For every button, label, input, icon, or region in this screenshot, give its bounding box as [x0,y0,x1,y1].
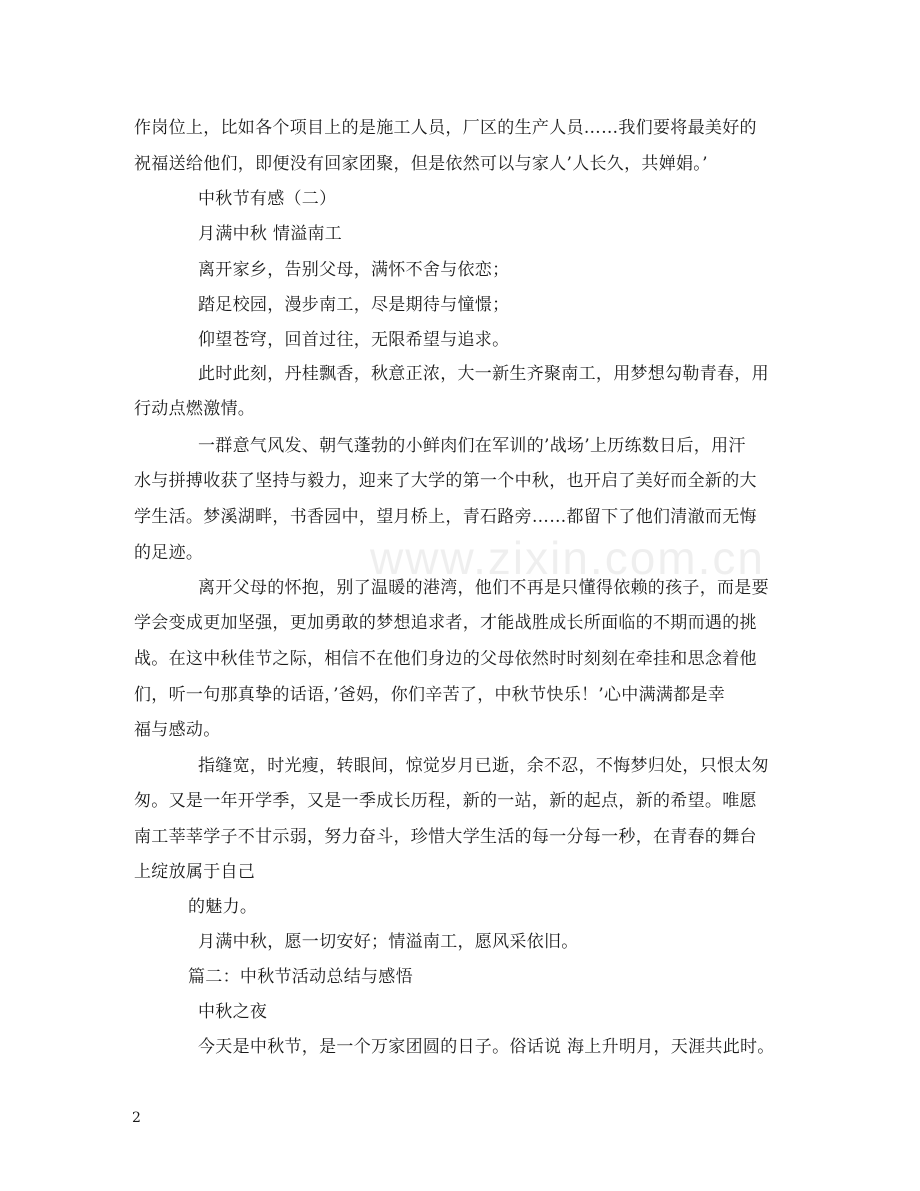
watermark: www.zixin.com.cn [370,532,765,584]
text-line: 南工莘莘学子不甘示弱，努力奋斗，珍惜大学生活的每一分每一秒，在青春的舞台 [134,827,757,847]
text-line: 匆。又是一年开学季，又是一季成长历程，新的一站，新的起点，新的希望。唯愿 [134,791,757,811]
text-line: 上绽放属于自己 [134,862,256,882]
text-line: 学会变成更加坚强，更加勇敢的梦想追求者，才能战胜成长所面临的不期而遇的挑 [134,613,757,633]
text-line: 祝福送给他们，即便没有回家团聚，但是依然可以与家人’人长久，共婵娟。’ [134,154,708,174]
text-line: 今天是中秋节，是一个万家团圆的日子。俗话说 海上升明月，天涯共此时。 [198,1037,775,1057]
text-line: 的魅力。 [188,897,258,917]
text-line: 们，听一句那真挚的话语，’爸妈，你们辛苦了，中秋节快乐！’心中满满都是幸 [134,685,726,705]
text-line: 一群意气风发、朝气蓬勃的小鲜肉们在军训的’战场’上历练数日后，用汗 [198,436,746,456]
text-line: 学生活。梦溪湖畔，书香园中，望月桥上，青石路旁……都留下了他们清澈而无悔 [134,507,757,527]
text-line: 离开家乡，告别父母，满怀不舍与依恋； [198,260,510,280]
section-heading: 中秋节有感（二） [198,189,337,209]
page-number: 2 [132,1110,141,1126]
text-line: 的足迹。 [134,543,204,563]
section-title: 月满中秋 情溢南工 [198,224,343,244]
text-line: 行动点燃激情。 [134,399,256,419]
text-line: 作岗位上，比如各个项目上的是施工人员，厂区的生产人员……我们要将最美好的 [134,118,757,138]
chapter-heading: 篇二：中秋节活动总结与感悟 [188,967,413,987]
text-line: 月满中秋，愿一切安好；情溢南工，愿风采依旧。 [198,932,579,952]
text-line: 此时此刻，丹桂飘香，秋意正浓，大一新生齐聚南工，用梦想勾勒青春，用 [198,364,769,384]
section-title: 中秋之夜 [198,1002,268,1022]
text-line: 踏足校园，漫步南工，尽是期待与憧憬； [198,295,510,315]
text-line: 离开父母的怀抱，别了温暖的港湾，他们不再是只懂得依赖的孩子，而是要 [198,578,769,598]
text-line: 仰望苍穹，回首过往，无限希望与追求。 [198,330,510,350]
text-line: 水与拼搏收获了坚持与毅力，迎来了大学的第一个中秋，也开启了美好而全新的大 [134,471,757,491]
text-line: 战。在这中秋佳节之际，相信不在他们身边的父母依然时时刻刻在牵挂和思念着他 [134,649,757,669]
text-line: 福与感动。 [134,720,221,740]
text-line: 指缝宽，时光瘦，转眼间，惊觉岁月已逝，余不忍，不悔梦归处，只恨太匆 [198,756,769,776]
